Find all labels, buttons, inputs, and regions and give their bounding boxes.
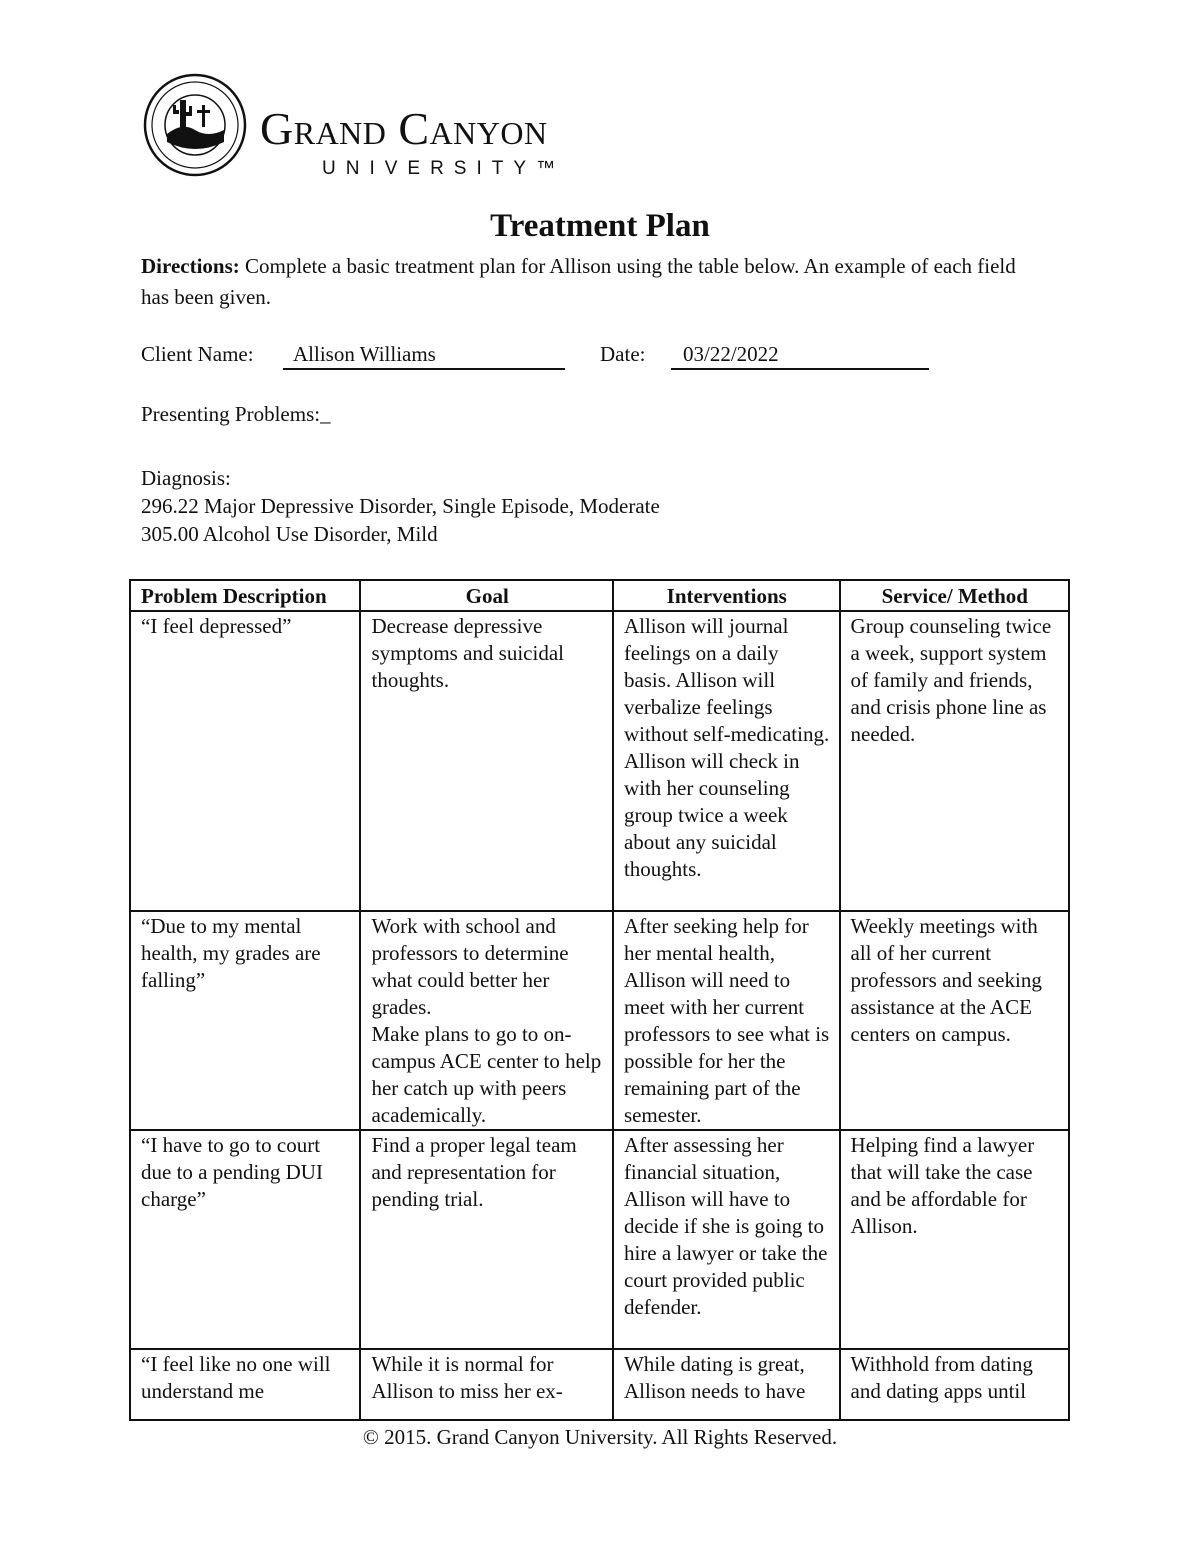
- brand-subtitle: UNIVERSITY™: [322, 158, 566, 179]
- interventions-cell[interactable]: After seeking help for her mental health, Allison will need to meet with her current professors to see what is possible for her the remaining part of the semester.: [613, 911, 840, 1130]
- presenting-problems[interactable]: Presenting Problems:_: [141, 402, 331, 426]
- service-method-cell[interactable]: Helping find a lawyer that will take the case and be affordable for Allison.: [840, 1130, 1069, 1349]
- table-row: [130, 911, 1069, 1130]
- interventions-cell[interactable]: Allison will journal feelings on a daily basis. Allison will verbalize feelings without self-medicating. Allison will check in with her counseling group twice a week about any suicidal thoughts.: [613, 611, 840, 911]
- table-row: [130, 1130, 1069, 1349]
- date-field[interactable]: 03/22/2022: [671, 342, 929, 370]
- date-label: Date:: [600, 342, 646, 366]
- goal-cell[interactable]: Find a proper legal team and representation for pending trial.: [360, 1130, 612, 1349]
- header-problem-description: Problem Description: [130, 580, 360, 611]
- problem-cell[interactable]: “Due to my mental health, my grades are falling”: [130, 911, 360, 1130]
- service-method-cell[interactable]: Withhold from dating and dating apps until: [840, 1349, 1069, 1420]
- service-method-cell[interactable]: Weekly meetings with all of her current professors and seeking assistance at the ACE centers on campus.: [840, 911, 1069, 1130]
- client-name-label: Client Name:: [141, 342, 254, 366]
- page-title: Treatment Plan: [490, 208, 710, 244]
- brand-name: Grand Canyon: [260, 103, 548, 154]
- diagnosis-item: 305.00 Alcohol Use Disorder, Mild: [141, 522, 438, 546]
- header-goal: Goal: [360, 580, 612, 611]
- directions-text: Complete a basic treatment plan for Allison using the table below. An example of each field has been given.: [141, 254, 1016, 309]
- client-name-field[interactable]: Allison Williams: [283, 342, 565, 370]
- goal-cell[interactable]: While it is normal for Allison to miss her ex-: [360, 1349, 612, 1420]
- diagnosis-section: [141, 464, 660, 548]
- problem-cell[interactable]: “I feel like no one will understand me: [130, 1349, 360, 1420]
- client-info-row: [141, 342, 1041, 374]
- table-row: [130, 611, 1069, 911]
- diagnosis-item: 296.22 Major Depressive Disorder, Single Episode, Moderate: [141, 494, 660, 518]
- interventions-cell[interactable]: While dating is great, Allison needs to have: [613, 1349, 840, 1420]
- problem-cell[interactable]: “I have to go to court due to a pending DUI charge”: [130, 1130, 360, 1349]
- service-method-cell[interactable]: Group counseling twice a week, support system of family and friends, and crisis phone line as needed.: [840, 611, 1069, 911]
- university-logo: [142, 72, 622, 182]
- diagnosis-label: Diagnosis:: [141, 466, 231, 490]
- table-row: [130, 1349, 1069, 1420]
- header-interventions: Interventions: [613, 580, 840, 611]
- university-seal-icon: [142, 72, 248, 178]
- interventions-cell[interactable]: After assessing her financial situation, Allison will have to decide if she is going to hire a lawyer or take the court provided public defender.: [613, 1130, 840, 1349]
- copyright-footer: © 2015. Grand Canyon University. All Rights Reserved.: [362, 1425, 838, 1449]
- treatment-plan-table: [129, 579, 1070, 1421]
- directions: [141, 251, 1041, 313]
- goal-cell[interactable]: Work with school and professors to determine what could better her grades. Make plans to go to on-campus ACE center to help her catch up with peers academically.: [360, 911, 612, 1130]
- header-service-method: Service/ Method: [840, 580, 1069, 611]
- goal-cell[interactable]: Decrease depressive symptoms and suicidal thoughts.: [360, 611, 612, 911]
- problem-cell[interactable]: “I feel depressed”: [130, 611, 360, 911]
- directions-label: Directions:: [141, 254, 240, 278]
- table-header-row: [130, 580, 1069, 611]
